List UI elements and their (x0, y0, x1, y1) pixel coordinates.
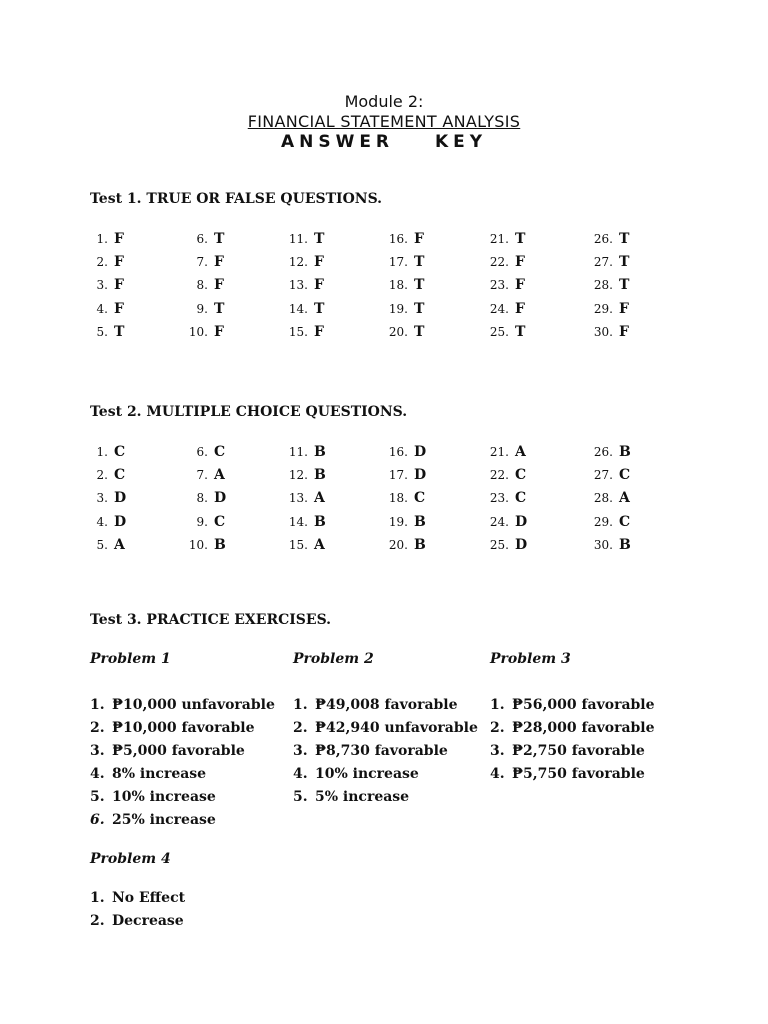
question-number: 12. (288, 255, 308, 270)
item-answer: ₱49,008 favorable (315, 697, 458, 713)
item-answer: ₱10,000 favorable (112, 720, 255, 736)
question-number: 23. (489, 491, 509, 506)
answer-value: F (515, 277, 525, 294)
question-number: 5. (96, 537, 108, 552)
item-number: 2. (490, 720, 505, 736)
answer-value: F (114, 231, 124, 247)
answer-item (80, 464, 125, 486)
answer-value: F (114, 300, 124, 317)
problem-answer-row (490, 766, 655, 789)
item-number: 3. (90, 743, 105, 759)
question-number: 2. (96, 468, 108, 483)
answer-item (180, 251, 224, 273)
answer-item (280, 298, 324, 320)
answer-value: C (114, 444, 126, 460)
question-number: 21. (489, 445, 509, 459)
answer-item (481, 274, 525, 296)
answer-value: C (414, 490, 426, 507)
item-answer: ₱2,750 favorable (512, 743, 645, 759)
problem-answer-row (90, 766, 275, 789)
answer-value: T (214, 300, 225, 317)
question-number: 13. (288, 278, 308, 293)
answer-value: T (314, 231, 325, 247)
item-answer: ₱10,000 unfavorable (112, 697, 275, 713)
answer-value: T (214, 231, 225, 247)
item-number: 4. (490, 766, 505, 782)
answer-value: B (414, 513, 426, 530)
item-number: 1. (90, 890, 105, 906)
problem4-answers (90, 890, 185, 936)
item-answer: Decrease (112, 913, 184, 929)
question-number: 13. (288, 491, 308, 506)
answer-value: B (619, 536, 631, 553)
answer-item (585, 464, 630, 486)
answer-item (80, 511, 126, 533)
document-title: FINANCIAL STATEMENT ANALYSIS (247, 112, 521, 131)
answer-value: F (414, 231, 424, 247)
question-number: 11. (288, 445, 308, 459)
answer-item (481, 321, 525, 343)
problem2-answers (293, 697, 478, 812)
test3-heading: Test 3. PRACTICE EXERCISES. (90, 612, 332, 628)
question-number: 7. (196, 255, 208, 270)
answer-item (380, 464, 426, 486)
item-answer: 10% increase (112, 789, 216, 805)
answer-value: T (414, 300, 425, 317)
answer-value: A (314, 536, 325, 553)
question-number: 19. (388, 514, 408, 529)
answer-item (380, 228, 424, 250)
problem-answer-row (90, 913, 185, 936)
answer-value: C (515, 490, 527, 507)
answer-item (481, 298, 525, 320)
question-number: 22. (489, 255, 509, 270)
question-number: 30. (593, 537, 613, 552)
answer-value: F (114, 254, 124, 271)
problem4-section (90, 851, 171, 867)
answer-value: C (114, 467, 126, 484)
problem-answer-row (90, 743, 275, 766)
question-number: 6. (196, 232, 208, 246)
question-number: 1. (96, 232, 108, 246)
answer-item (280, 534, 325, 556)
problem4-title: Problem 4 (90, 851, 171, 867)
answer-value: T (515, 231, 526, 247)
question-number: 24. (489, 514, 509, 529)
question-number: 1. (96, 445, 108, 459)
problem-answer-row (293, 720, 478, 743)
answer-value: F (214, 254, 224, 271)
answer-item (180, 534, 226, 556)
answer-item (380, 511, 426, 533)
problem3-title: Problem 3 (490, 651, 571, 667)
problem1-answers (90, 697, 275, 835)
answer-value: F (314, 323, 324, 340)
answer-value: B (214, 536, 226, 553)
item-answer: 25% increase (112, 812, 216, 828)
answer-item (380, 251, 424, 273)
question-number: 9. (196, 514, 208, 529)
test1-heading: Test 1. TRUE OR FALSE QUESTIONS. (90, 191, 383, 207)
question-number: 7. (196, 468, 208, 483)
problem-answer-row (490, 743, 655, 766)
answer-item (585, 487, 630, 509)
item-number: 4. (293, 766, 308, 782)
problem-answer-row (90, 789, 275, 812)
answer-item (180, 441, 225, 463)
question-number: 2. (96, 255, 108, 270)
answer-value: T (619, 277, 630, 294)
item-answer: 8% increase (112, 766, 207, 782)
answer-item (180, 511, 225, 533)
answer-item (280, 251, 324, 273)
answer-item (380, 321, 424, 343)
answer-item (180, 321, 224, 343)
answer-item (380, 534, 426, 556)
question-number: 17. (388, 468, 408, 483)
answer-value: T (414, 254, 425, 271)
question-number: 15. (288, 537, 308, 552)
answer-item (80, 534, 125, 556)
item-number: 2. (90, 913, 105, 929)
answer-value: F (314, 277, 324, 294)
question-number: 11. (288, 232, 308, 246)
question-number: 18. (388, 278, 408, 293)
answer-value: D (515, 536, 528, 553)
answer-value: F (214, 323, 224, 340)
answer-item (80, 321, 124, 343)
answer-value: A (214, 467, 225, 484)
answer-value: A (515, 444, 526, 460)
answer-item (481, 441, 526, 463)
question-number: 25. (489, 537, 509, 552)
answer-item (585, 321, 629, 343)
question-number: 21. (489, 232, 509, 246)
item-number: 1. (490, 697, 505, 713)
answer-value: B (314, 513, 326, 530)
answer-item (585, 228, 629, 250)
answer-value: F (114, 277, 124, 294)
answer-value: T (619, 231, 630, 247)
item-answer: ₱5,750 favorable (512, 766, 645, 782)
item-answer: 10% increase (315, 766, 419, 782)
answer-value: D (414, 467, 427, 484)
question-number: 3. (96, 491, 108, 506)
answer-item (481, 511, 527, 533)
problem-answer-row (90, 812, 275, 835)
answer-value: D (515, 513, 528, 530)
answer-item (280, 274, 324, 296)
answer-item (481, 228, 525, 250)
question-number: 8. (196, 278, 208, 293)
item-number: 2. (90, 720, 105, 736)
answer-value: F (515, 300, 525, 317)
problem-answer-row (490, 697, 655, 720)
question-number: 20. (388, 324, 408, 339)
answer-value: D (114, 513, 127, 530)
answer-value: T (114, 323, 125, 340)
question-number: 20. (388, 537, 408, 552)
problem3-section (490, 651, 571, 667)
answer-value: B (619, 444, 631, 460)
item-number: 3. (490, 743, 505, 759)
answer-item (180, 464, 225, 486)
problem-answer-row (293, 789, 478, 812)
problem-answer-row (293, 766, 478, 789)
question-number: 5. (96, 324, 108, 339)
problem2-title: Problem 2 (293, 651, 374, 667)
question-number: 4. (96, 514, 108, 529)
problem1-section (90, 651, 171, 667)
answer-item (80, 251, 124, 273)
answer-item (280, 464, 326, 486)
answer-item (180, 274, 224, 296)
question-number: 16. (388, 232, 408, 246)
answer-value: B (314, 444, 326, 460)
question-number: 14. (288, 514, 308, 529)
answer-item (280, 511, 326, 533)
answer-value: F (515, 254, 525, 271)
question-number: 28. (593, 491, 613, 506)
answer-value: T (414, 277, 425, 294)
answer-item (380, 487, 425, 509)
problem-answer-row (490, 720, 655, 743)
question-number: 27. (593, 255, 613, 270)
question-number: 26. (593, 232, 613, 246)
answer-value: F (619, 300, 629, 317)
item-number: 6. (90, 812, 105, 828)
answer-item (380, 441, 426, 463)
answer-value: F (314, 254, 324, 271)
question-number: 10. (188, 537, 208, 552)
problem-answer-row (90, 697, 275, 720)
answer-value: C (619, 513, 631, 530)
answer-key-title: ANSWER KEY (280, 132, 488, 152)
item-number: 1. (90, 697, 105, 713)
problem2-section (293, 651, 374, 667)
answer-value: D (214, 490, 227, 507)
answer-item (80, 228, 124, 250)
answer-item (585, 274, 629, 296)
item-number: 2. (293, 720, 308, 736)
problem-answer-row (90, 720, 275, 743)
answer-item (585, 511, 630, 533)
answer-item (80, 487, 126, 509)
question-number: 18. (388, 491, 408, 506)
answer-item (585, 251, 629, 273)
answer-item (585, 441, 631, 463)
answer-item (280, 487, 325, 509)
document-header (0, 92, 768, 152)
item-answer: ₱28,000 favorable (512, 720, 655, 736)
question-number: 3. (96, 278, 108, 293)
question-number: 17. (388, 255, 408, 270)
answer-value: T (619, 254, 630, 271)
answer-item (481, 251, 525, 273)
answer-item (280, 441, 326, 463)
question-number: 19. (388, 301, 408, 316)
problem-answer-row (293, 743, 478, 766)
item-answer: ₱8,730 favorable (315, 743, 448, 759)
answer-item (180, 298, 224, 320)
module-label: Module 2: (344, 92, 424, 111)
answer-value: C (619, 467, 631, 484)
problem-answer-row (293, 697, 478, 720)
question-number: 12. (288, 468, 308, 483)
item-answer: ₱5,000 favorable (112, 743, 245, 759)
answer-item (280, 321, 324, 343)
item-number: 5. (293, 789, 308, 805)
question-number: 29. (593, 301, 613, 316)
item-answer: ₱56,000 favorable (512, 697, 655, 713)
answer-value: A (114, 536, 125, 553)
question-number: 23. (489, 278, 509, 293)
answer-item (280, 228, 324, 250)
answer-value: D (114, 490, 127, 507)
question-number: 24. (489, 301, 509, 316)
question-number: 22. (489, 468, 509, 483)
problem3-answers (490, 697, 655, 789)
answer-value: C (214, 513, 226, 530)
question-number: 6. (196, 445, 208, 459)
question-number: 29. (593, 514, 613, 529)
question-number: 4. (96, 301, 108, 316)
item-number: 1. (293, 697, 308, 713)
answer-value: A (619, 490, 630, 507)
answer-item (585, 534, 631, 556)
question-number: 30. (593, 324, 613, 339)
answer-value: C (214, 444, 226, 460)
item-answer: No Effect (112, 890, 186, 906)
answer-item (80, 298, 124, 320)
question-number: 16. (388, 445, 408, 459)
answer-value: T (314, 300, 325, 317)
answer-item (380, 298, 424, 320)
answer-item (80, 274, 124, 296)
answer-item (585, 298, 629, 320)
question-number: 10. (188, 324, 208, 339)
test2-heading: Test 2. MULTIPLE CHOICE QUESTIONS. (90, 404, 408, 420)
item-number: 5. (90, 789, 105, 805)
question-number: 9. (196, 301, 208, 316)
item-answer: 5% increase (315, 789, 410, 805)
answer-item (180, 487, 226, 509)
question-number: 15. (288, 324, 308, 339)
item-number: 3. (293, 743, 308, 759)
item-number: 4. (90, 766, 105, 782)
answer-value: B (414, 536, 426, 553)
answer-value: T (414, 323, 425, 340)
question-number: 25. (489, 324, 509, 339)
answer-value: T (515, 323, 526, 340)
answer-item (180, 228, 224, 250)
answer-value: D (414, 444, 427, 460)
problem1-title: Problem 1 (90, 651, 171, 667)
problem-answer-row (90, 890, 185, 913)
answer-item (380, 274, 424, 296)
answer-value: C (515, 467, 527, 484)
question-number: 8. (196, 491, 208, 506)
question-number: 28. (593, 278, 613, 293)
answer-value: A (314, 490, 325, 507)
question-number: 27. (593, 468, 613, 483)
answer-value: F (619, 323, 629, 340)
question-number: 26. (593, 445, 613, 459)
answer-item (481, 487, 526, 509)
answer-value: F (214, 277, 224, 294)
answer-item (481, 464, 526, 486)
question-number: 14. (288, 301, 308, 316)
answer-item (481, 534, 527, 556)
item-answer: ₱42,940 unfavorable (315, 720, 478, 736)
answer-value: B (314, 467, 326, 484)
answer-item (80, 441, 125, 463)
